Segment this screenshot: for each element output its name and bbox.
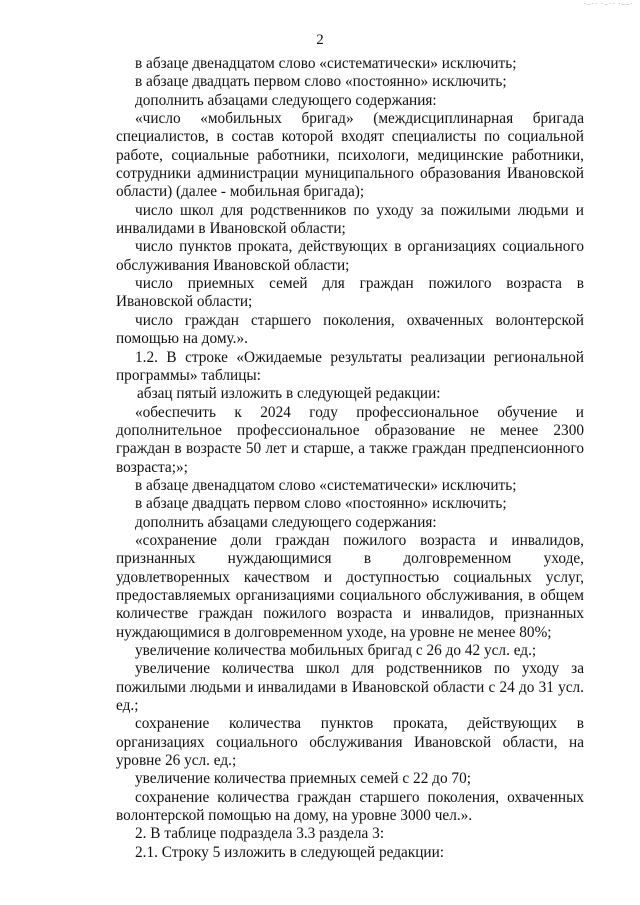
page-number: 2 xyxy=(316,32,324,48)
paragraph: дополнить абзацами следующего содержания: xyxy=(135,91,437,109)
paragraph: увеличение количества приемных семей с 22 до 70; xyxy=(135,770,471,788)
paragraph: абзац пятый изложить в следующей редакции: xyxy=(137,385,441,403)
paragraph: в абзаце двенадцатом слово «систематически» исключить; xyxy=(135,476,517,494)
paragraph: «обеспечить к 2024 году профессиональное обучение и дополнительное профессиональное образование не менее 2300 граждан в возрасте 50 лет и старше, а также граждан предпенсионного возраста;»; xyxy=(116,403,584,476)
paragraph: число приемных семей для граждан пожилого возраста в Ивановской области; xyxy=(116,275,584,311)
paragraph: в абзаце двенадцатом слово «систематически» исключить; xyxy=(135,55,517,72)
paragraph: сохранение количества пунктов проката, действующих в организациях социального обслуживания Ивановской области, на уровне 26 усл. ед.; xyxy=(116,715,584,770)
paragraph: в абзаце двадцать первом слово «постоянно» исключить; xyxy=(135,495,507,513)
paragraph: «сохранение доли граждан пожилого возраста и инвалидов, признанных нуждающимися в долговременном уходе, удовлетворенных качеством и доступностью социальных услуг, предоставляемых организациями социального обслуживания, в общем количестве граждан пожилого возраста и инвалидов, признанных нуждающимися в долговременном уходе, на уровне не менее 80%; xyxy=(116,531,584,641)
paragraph: дополнить абзацами следующего содержания: xyxy=(135,513,437,531)
paragraph: увеличение количества школ для родственников по уходу за пожилыми людьми и инвалидами в Ивановской области с 24 до 31 усл. ед.; xyxy=(116,660,584,715)
paragraph: «число «мобильных бригад» (междисциплинарная бригада специалистов, в состав которой входят специалисты по социальной работе, социальные работники, психологи, медицинские работники, сотрудники администрации муниципального образования Ивановской области) (далее - мобильная бригада); xyxy=(116,110,584,201)
paragraph: число граждан старшего поколения, охваченных волонтерской помощью на дому.». xyxy=(116,311,584,348)
corner-mark: ·–·· ·–·· ·––· xyxy=(583,0,634,8)
document-body xyxy=(116,55,584,862)
paragraph: 1.2. В строке «Ожидаемые результаты реализации региональной программы» таблицы: xyxy=(116,348,584,384)
paragraph: в абзаце двадцать первом слово «постоянно» исключить; xyxy=(135,73,507,91)
paragraph: сохранение количества граждан старшего поколения, охваченных волонтерской помощью на дому, на уровне 3000 чел.». xyxy=(116,788,584,825)
paragraph: 2.1. Строку 5 изложить в следующей редакции: xyxy=(135,843,445,861)
paragraph: число школ для родственников по уходу за пожилыми людьми и инвалидами в Ивановской области; xyxy=(116,201,584,238)
paragraph: число пунктов проката, действующих в организациях социального обслуживания Ивановской области; xyxy=(116,238,584,274)
paragraph: увеличение количества мобильных бригад с 26 до 42 усл. ед.; xyxy=(135,642,537,659)
paragraph: 2. В таблице подраздела 3.3 раздела 3: xyxy=(135,825,385,843)
